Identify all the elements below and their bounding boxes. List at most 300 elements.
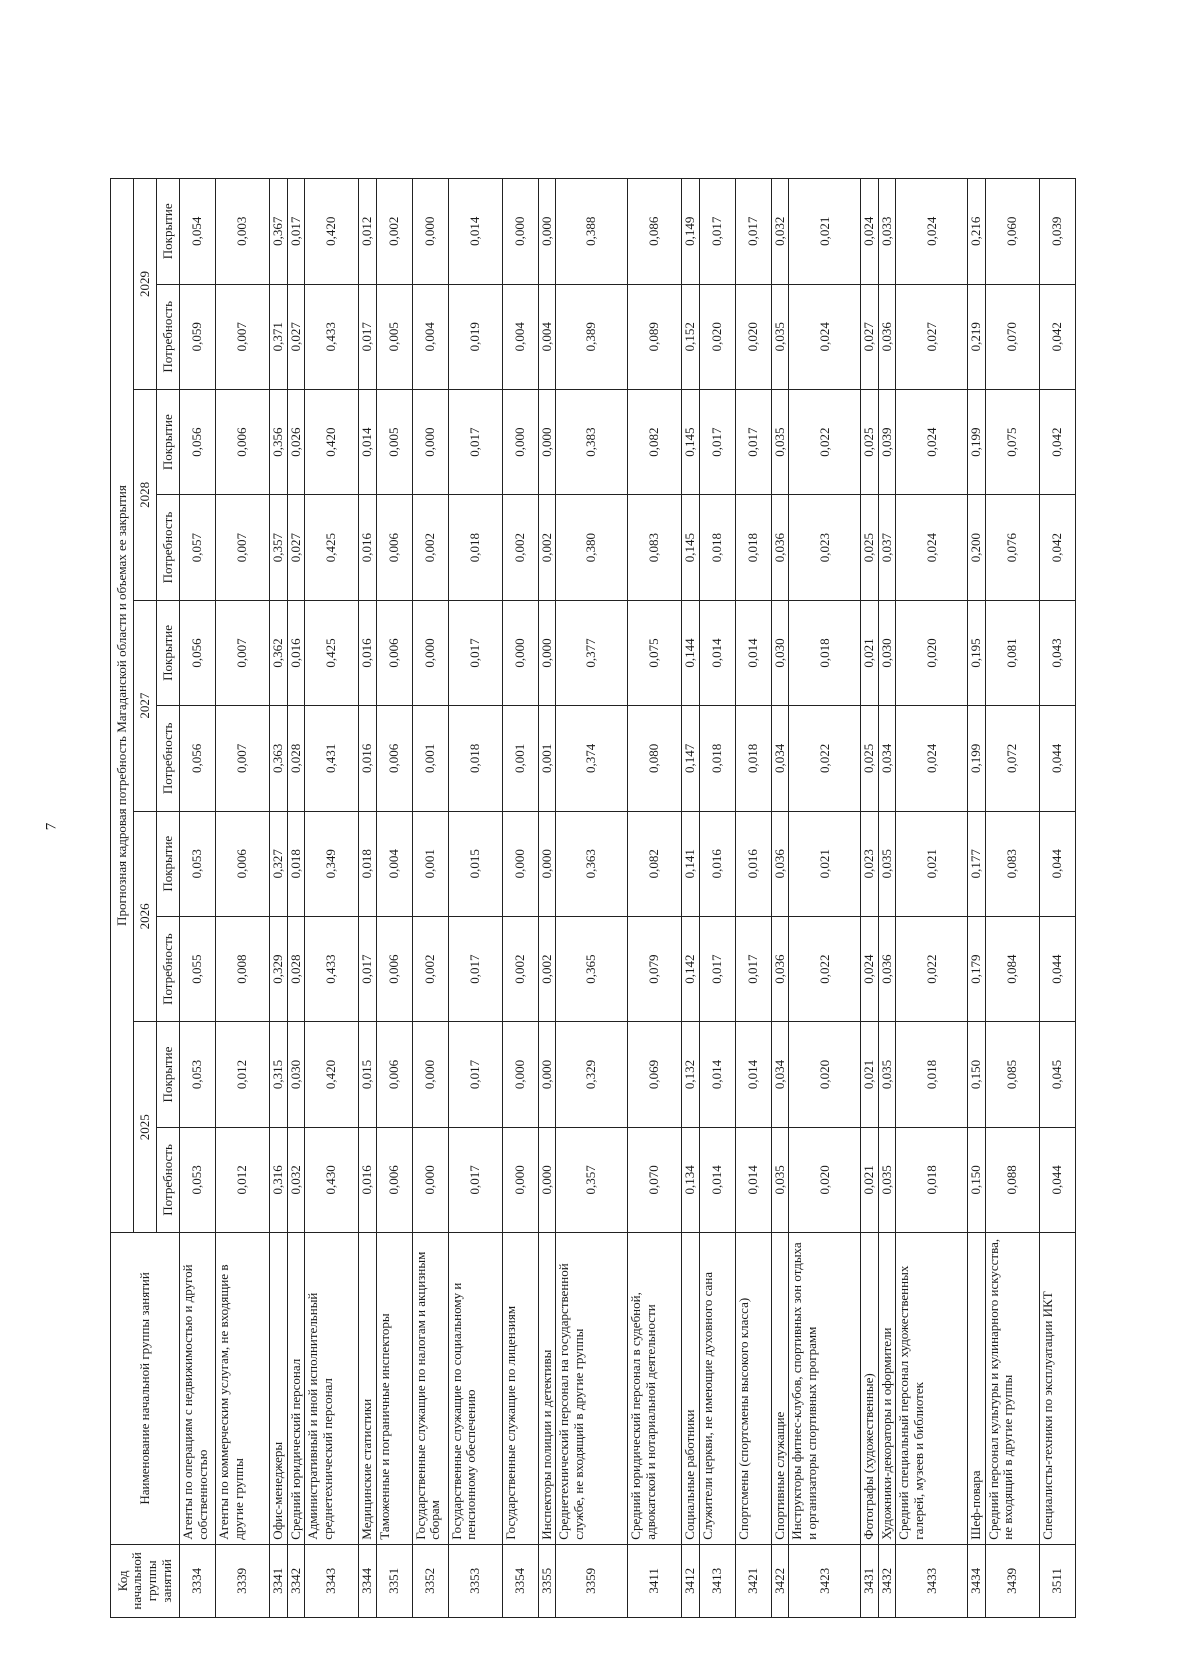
need-value-cell: 0,002: [538, 495, 556, 600]
cover-value-cell: 0,035: [771, 389, 789, 494]
cover-value-cell: 0,014: [735, 600, 771, 705]
occupation-name-cell: Государственные служащие по лицензиям: [502, 1233, 538, 1545]
need-value-cell: 0,425: [305, 495, 359, 600]
cover-value-cell: 0,420: [305, 389, 359, 494]
table-row: [628, 179, 682, 1618]
cover-value-cell: 0,012: [216, 1022, 270, 1127]
cover-value-cell: 0,356: [270, 389, 288, 494]
cover-value-cell: 0,141: [682, 811, 700, 916]
need-value-cell: 0,363: [270, 706, 288, 811]
need-value-cell: 0,018: [735, 495, 771, 600]
need-value-cell: 0,433: [305, 916, 359, 1021]
cover-value-cell: 0,327: [270, 811, 288, 916]
need-value-cell: 0,055: [180, 916, 216, 1021]
need-value-cell: 0,017: [359, 916, 377, 1021]
header-need: Потребность: [157, 1127, 180, 1232]
header-year: 2029: [134, 179, 157, 390]
need-value-cell: 0,037: [878, 495, 896, 600]
table-row: [968, 179, 986, 1618]
cover-value-cell: 0,014: [735, 1022, 771, 1127]
table-row: [305, 179, 359, 1618]
need-value-cell: 0,000: [538, 1127, 556, 1232]
need-value-cell: 0,024: [789, 284, 861, 389]
cover-value-cell: 0,015: [448, 811, 502, 916]
header-need: Потребность: [157, 495, 180, 600]
occupation-code-cell: 3432: [878, 1544, 896, 1617]
occupation-code-cell: 3343: [305, 1544, 359, 1617]
need-value-cell: 0,020: [735, 284, 771, 389]
need-value-cell: 0,374: [556, 706, 628, 811]
need-value-cell: 0,000: [502, 1127, 538, 1232]
header-year: 2025: [134, 1022, 157, 1233]
need-value-cell: 0,008: [216, 916, 270, 1021]
need-value-cell: 0,034: [878, 706, 896, 811]
need-value-cell: 0,028: [287, 916, 305, 1021]
cover-value-cell: 0,044: [1039, 811, 1075, 916]
cover-value-cell: 0,017: [735, 389, 771, 494]
need-value-cell: 0,035: [878, 1127, 896, 1232]
header-name: Наименование начальной группы занятий: [111, 1233, 180, 1545]
need-value-cell: 0,200: [968, 495, 986, 600]
need-value-cell: 0,004: [412, 284, 448, 389]
cover-value-cell: 0,216: [968, 179, 986, 285]
occupation-code-cell: 3341: [270, 1544, 288, 1617]
table-header: [111, 179, 180, 1618]
cover-value-cell: 0,021: [789, 179, 861, 285]
need-value-cell: 0,025: [861, 706, 879, 811]
occupation-code-cell: 3413: [699, 1544, 735, 1617]
need-value-cell: 0,006: [376, 706, 412, 811]
need-value-cell: 0,044: [1039, 1127, 1075, 1232]
cover-value-cell: 0,018: [896, 1022, 968, 1127]
cover-value-cell: 0,195: [968, 600, 986, 705]
need-value-cell: 0,145: [682, 495, 700, 600]
need-value-cell: 0,018: [699, 495, 735, 600]
cover-value-cell: 0,024: [896, 179, 968, 285]
cover-value-cell: 0,039: [1039, 179, 1075, 285]
cover-value-cell: 0,000: [502, 600, 538, 705]
occupation-name-cell: Средний специальный персонал художественных галерей, музеев и библиотек: [896, 1233, 968, 1545]
need-value-cell: 0,035: [771, 284, 789, 389]
occupation-name-cell: Спортсмены (спортсмены высокого класса): [735, 1233, 771, 1545]
occupation-code-cell: 3433: [896, 1544, 968, 1617]
table-row: [412, 179, 448, 1618]
need-value-cell: 0,005: [376, 284, 412, 389]
cover-value-cell: 0,035: [878, 811, 896, 916]
need-value-cell: 0,016: [359, 495, 377, 600]
cover-value-cell: 0,043: [1039, 600, 1075, 705]
cover-value-cell: 0,039: [878, 389, 896, 494]
need-value-cell: 0,076: [985, 495, 1039, 600]
cover-value-cell: 0,012: [359, 179, 377, 285]
need-value-cell: 0,017: [359, 284, 377, 389]
occupation-code-cell: 3334: [180, 1544, 216, 1617]
need-value-cell: 0,017: [735, 916, 771, 1021]
need-value-cell: 0,036: [771, 495, 789, 600]
cover-value-cell: 0,025: [861, 389, 879, 494]
header-year: 2027: [134, 600, 157, 811]
cover-value-cell: 0,036: [771, 811, 789, 916]
need-value-cell: 0,389: [556, 284, 628, 389]
occupation-code-cell: 3353: [448, 1544, 502, 1617]
rotated-table-wrapper: [110, 178, 1070, 1618]
occupation-name-cell: Художники-декораторы и оформители: [878, 1233, 896, 1545]
header-need: Потребность: [157, 916, 180, 1021]
need-value-cell: 0,433: [305, 284, 359, 389]
table-row: [771, 179, 789, 1618]
table-row: [216, 179, 270, 1618]
cover-value-cell: 0,022: [789, 389, 861, 494]
cover-value-cell: 0,024: [896, 389, 968, 494]
cover-value-cell: 0,014: [699, 1022, 735, 1127]
occupation-name-cell: Офис-менеджеры: [270, 1233, 288, 1545]
occupation-code-cell: 3352: [412, 1544, 448, 1617]
need-value-cell: 0,002: [412, 495, 448, 600]
need-value-cell: 0,044: [1039, 916, 1075, 1021]
need-value-cell: 0,032: [287, 1127, 305, 1232]
need-value-cell: 0,147: [682, 706, 700, 811]
cover-value-cell: 0,021: [861, 600, 879, 705]
cover-value-cell: 0,000: [412, 389, 448, 494]
need-value-cell: 0,007: [216, 495, 270, 600]
need-value-cell: 0,070: [628, 1127, 682, 1232]
cover-value-cell: 0,054: [180, 179, 216, 285]
need-value-cell: 0,006: [376, 1127, 412, 1232]
cover-value-cell: 0,017: [448, 1022, 502, 1127]
need-value-cell: 0,028: [287, 706, 305, 811]
cover-value-cell: 0,145: [682, 389, 700, 494]
table-row: [538, 179, 556, 1618]
occupation-code-cell: 3434: [968, 1544, 986, 1617]
need-value-cell: 0,080: [628, 706, 682, 811]
cover-value-cell: 0,016: [359, 600, 377, 705]
cover-value-cell: 0,021: [896, 811, 968, 916]
need-value-cell: 0,430: [305, 1127, 359, 1232]
occupation-name-cell: Государственные служащие по налогам и акцизным сборам: [412, 1233, 448, 1545]
cover-value-cell: 0,006: [376, 1022, 412, 1127]
table-row: [287, 179, 305, 1618]
need-value-cell: 0,000: [412, 1127, 448, 1232]
need-value-cell: 0,018: [735, 706, 771, 811]
need-value-cell: 0,001: [412, 706, 448, 811]
occupation-name-cell: Фотографы (художественные): [861, 1233, 879, 1545]
cover-value-cell: 0,018: [287, 811, 305, 916]
need-value-cell: 0,365: [556, 916, 628, 1021]
need-value-cell: 0,036: [771, 916, 789, 1021]
need-value-cell: 0,007: [216, 284, 270, 389]
cover-value-cell: 0,007: [216, 600, 270, 705]
cover-value-cell: 0,035: [878, 1022, 896, 1127]
cover-value-cell: 0,329: [556, 1022, 628, 1127]
need-value-cell: 0,020: [699, 284, 735, 389]
cover-value-cell: 0,021: [789, 811, 861, 916]
need-value-cell: 0,012: [216, 1127, 270, 1232]
cover-value-cell: 0,000: [538, 811, 556, 916]
cover-value-cell: 0,363: [556, 811, 628, 916]
cover-value-cell: 0,016: [735, 811, 771, 916]
table-row: [556, 179, 628, 1618]
header-cover: Покрытие: [157, 389, 180, 494]
need-value-cell: 0,057: [180, 495, 216, 600]
cover-value-cell: 0,005: [376, 389, 412, 494]
table-frame: [110, 178, 1070, 1618]
header-need: Потребность: [157, 284, 180, 389]
table-row: [270, 179, 288, 1618]
cover-value-cell: 0,000: [412, 179, 448, 285]
cover-value-cell: 0,000: [538, 600, 556, 705]
need-value-cell: 0,017: [448, 1127, 502, 1232]
cover-value-cell: 0,018: [359, 811, 377, 916]
cover-value-cell: 0,020: [789, 1022, 861, 1127]
need-value-cell: 0,035: [771, 1127, 789, 1232]
cover-value-cell: 0,132: [682, 1022, 700, 1127]
need-value-cell: 0,006: [376, 495, 412, 600]
need-value-cell: 0,018: [896, 1127, 968, 1232]
table-row: [699, 179, 735, 1618]
cover-value-cell: 0,006: [216, 389, 270, 494]
occupation-code-cell: 3344: [359, 1544, 377, 1617]
header-cover: Покрытие: [157, 179, 180, 285]
need-value-cell: 0,199: [968, 706, 986, 811]
need-value-cell: 0,219: [968, 284, 986, 389]
need-value-cell: 0,027: [861, 284, 879, 389]
need-value-cell: 0,023: [789, 495, 861, 600]
cover-value-cell: 0,003: [216, 179, 270, 285]
occupation-code-cell: 3422: [771, 1544, 789, 1617]
need-value-cell: 0,036: [878, 916, 896, 1021]
cover-value-cell: 0,199: [968, 389, 986, 494]
table-row: [359, 179, 377, 1618]
cover-value-cell: 0,000: [502, 811, 538, 916]
cover-value-cell: 0,083: [985, 811, 1039, 916]
cover-value-cell: 0,001: [412, 811, 448, 916]
cover-value-cell: 0,349: [305, 811, 359, 916]
header-code: Код начальной группы занятий: [111, 1544, 180, 1617]
need-value-cell: 0,316: [270, 1127, 288, 1232]
table-row: [502, 179, 538, 1618]
need-value-cell: 0,070: [985, 284, 1039, 389]
need-value-cell: 0,059: [180, 284, 216, 389]
header-cover: Покрытие: [157, 1022, 180, 1127]
cover-value-cell: 0,016: [287, 600, 305, 705]
table-row: [376, 179, 412, 1618]
cover-value-cell: 0,053: [180, 811, 216, 916]
table-row: [985, 179, 1039, 1618]
occupation-code-cell: 3511: [1039, 1544, 1075, 1617]
cover-value-cell: 0,024: [861, 179, 879, 285]
need-value-cell: 0,142: [682, 916, 700, 1021]
table-row: [735, 179, 771, 1618]
need-value-cell: 0,014: [735, 1127, 771, 1232]
occupation-code-cell: 3339: [216, 1544, 270, 1617]
header-forecast-title: Прогнозная кадровая потребность Магаданской области и объемах ее закрытия: [111, 179, 134, 1233]
occupation-code-cell: 3439: [985, 1544, 1039, 1617]
cover-value-cell: 0,060: [985, 179, 1039, 285]
need-value-cell: 0,022: [789, 916, 861, 1021]
cover-value-cell: 0,017: [448, 389, 502, 494]
cover-value-cell: 0,026: [287, 389, 305, 494]
cover-value-cell: 0,016: [699, 811, 735, 916]
cover-value-cell: 0,004: [376, 811, 412, 916]
table-row: [861, 179, 879, 1618]
need-value-cell: 0,007: [216, 706, 270, 811]
need-value-cell: 0,021: [861, 1127, 879, 1232]
table-row: [682, 179, 700, 1618]
cover-value-cell: 0,033: [878, 179, 896, 285]
cover-value-cell: 0,030: [287, 1022, 305, 1127]
cover-value-cell: 0,075: [985, 389, 1039, 494]
occupation-name-cell: Инспекторы полиции и детективы: [538, 1233, 556, 1545]
need-value-cell: 0,020: [789, 1127, 861, 1232]
need-value-cell: 0,089: [628, 284, 682, 389]
need-value-cell: 0,017: [699, 916, 735, 1021]
cover-value-cell: 0,425: [305, 600, 359, 705]
cover-value-cell: 0,014: [699, 600, 735, 705]
cover-value-cell: 0,032: [771, 179, 789, 285]
need-value-cell: 0,002: [502, 495, 538, 600]
need-value-cell: 0,002: [538, 916, 556, 1021]
table-row: [448, 179, 502, 1618]
need-value-cell: 0,017: [448, 916, 502, 1021]
occupation-name-cell: Государственные служащие по социальному и пенсионному обеспечению: [448, 1233, 502, 1545]
need-value-cell: 0,024: [896, 706, 968, 811]
need-value-cell: 0,056: [180, 706, 216, 811]
occupation-code-cell: 3354: [502, 1544, 538, 1617]
need-value-cell: 0,179: [968, 916, 986, 1021]
occupation-code-cell: 3342: [287, 1544, 305, 1617]
need-value-cell: 0,022: [896, 916, 968, 1021]
cover-value-cell: 0,030: [878, 600, 896, 705]
need-value-cell: 0,004: [538, 284, 556, 389]
need-value-cell: 0,371: [270, 284, 288, 389]
need-value-cell: 0,024: [896, 495, 968, 600]
need-value-cell: 0,027: [287, 495, 305, 600]
occupation-name-cell: Среднетехнический персонал на государственной службе, не входящий в другие группы: [556, 1233, 628, 1545]
need-value-cell: 0,072: [985, 706, 1039, 811]
need-value-cell: 0,042: [1039, 284, 1075, 389]
table-body: [180, 179, 1076, 1618]
need-value-cell: 0,027: [896, 284, 968, 389]
need-value-cell: 0,006: [376, 916, 412, 1021]
cover-value-cell: 0,000: [412, 600, 448, 705]
need-value-cell: 0,079: [628, 916, 682, 1021]
occupation-code-cell: 3412: [682, 1544, 700, 1617]
occupation-name-cell: Агенты по коммерческим услугам, не входящие в другие группы: [216, 1233, 270, 1545]
cover-value-cell: 0,420: [305, 1022, 359, 1127]
cover-value-cell: 0,315: [270, 1022, 288, 1127]
need-value-cell: 0,022: [789, 706, 861, 811]
need-value-cell: 0,018: [448, 706, 502, 811]
cover-value-cell: 0,081: [985, 600, 1039, 705]
cover-value-cell: 0,085: [985, 1022, 1039, 1127]
cover-value-cell: 0,367: [270, 179, 288, 285]
cover-value-cell: 0,069: [628, 1022, 682, 1127]
cover-value-cell: 0,149: [682, 179, 700, 285]
need-value-cell: 0,001: [502, 706, 538, 811]
cover-value-cell: 0,177: [968, 811, 986, 916]
occupation-name-cell: Средний юридический персонал в судебной, адвокатской и нотариальной деятельности: [628, 1233, 682, 1545]
cover-value-cell: 0,021: [861, 1022, 879, 1127]
forecast-table: [110, 178, 1076, 1618]
cover-value-cell: 0,030: [771, 600, 789, 705]
occupation-code-cell: 3423: [789, 1544, 861, 1617]
occupation-code-cell: 3355: [538, 1544, 556, 1617]
cover-value-cell: 0,006: [376, 600, 412, 705]
cover-value-cell: 0,042: [1039, 389, 1075, 494]
need-value-cell: 0,134: [682, 1127, 700, 1232]
occupation-name-cell: Средний юридический персонал: [287, 1233, 305, 1545]
occupation-name-cell: Медицинские статистики: [359, 1233, 377, 1545]
need-value-cell: 0,016: [359, 1127, 377, 1232]
cover-value-cell: 0,014: [448, 179, 502, 285]
cover-value-cell: 0,383: [556, 389, 628, 494]
occupation-name-cell: Спортивные служащие: [771, 1233, 789, 1545]
need-value-cell: 0,084: [985, 916, 1039, 1021]
cover-value-cell: 0,000: [538, 389, 556, 494]
need-value-cell: 0,044: [1039, 706, 1075, 811]
occupation-name-cell: Служители церкви, не имеющие духовного сана: [699, 1233, 735, 1545]
need-value-cell: 0,018: [699, 706, 735, 811]
occupation-code-cell: 3411: [628, 1544, 682, 1617]
cover-value-cell: 0,000: [538, 179, 556, 285]
cover-value-cell: 0,144: [682, 600, 700, 705]
cover-value-cell: 0,000: [502, 389, 538, 494]
cover-value-cell: 0,017: [735, 179, 771, 285]
occupation-name-cell: Агенты по операциям с недвижимостью и другой собственностью: [180, 1233, 216, 1545]
cover-value-cell: 0,086: [628, 179, 682, 285]
cover-value-cell: 0,150: [968, 1022, 986, 1127]
need-value-cell: 0,357: [556, 1127, 628, 1232]
need-value-cell: 0,027: [287, 284, 305, 389]
need-value-cell: 0,083: [628, 495, 682, 600]
cover-value-cell: 0,377: [556, 600, 628, 705]
cover-value-cell: 0,056: [180, 600, 216, 705]
need-value-cell: 0,034: [771, 706, 789, 811]
need-value-cell: 0,053: [180, 1127, 216, 1232]
table-row: [789, 179, 861, 1618]
occupation-name-cell: Средний персонал культуры и кулинарного искусства, не входящий в другие группы: [985, 1233, 1039, 1545]
cover-value-cell: 0,056: [180, 389, 216, 494]
occupation-name-cell: Административный и иной исполнительный среднетехнический персонал: [305, 1233, 359, 1545]
cover-value-cell: 0,075: [628, 600, 682, 705]
header-cover: Покрытие: [157, 811, 180, 916]
need-value-cell: 0,014: [699, 1127, 735, 1232]
need-value-cell: 0,150: [968, 1127, 986, 1232]
occupation-code-cell: 3351: [376, 1544, 412, 1617]
need-value-cell: 0,088: [985, 1127, 1039, 1232]
cover-value-cell: 0,420: [305, 179, 359, 285]
need-value-cell: 0,002: [412, 916, 448, 1021]
cover-value-cell: 0,015: [359, 1022, 377, 1127]
occupation-code-cell: 3359: [556, 1544, 628, 1617]
cover-value-cell: 0,014: [359, 389, 377, 494]
cover-value-cell: 0,034: [771, 1022, 789, 1127]
cover-value-cell: 0,017: [699, 389, 735, 494]
table-row: [1039, 179, 1075, 1618]
cover-value-cell: 0,388: [556, 179, 628, 285]
need-value-cell: 0,002: [502, 916, 538, 1021]
need-value-cell: 0,431: [305, 706, 359, 811]
need-value-cell: 0,357: [270, 495, 288, 600]
need-value-cell: 0,042: [1039, 495, 1075, 600]
need-value-cell: 0,016: [359, 706, 377, 811]
cover-value-cell: 0,362: [270, 600, 288, 705]
need-value-cell: 0,004: [502, 284, 538, 389]
cover-value-cell: 0,000: [502, 1022, 538, 1127]
cover-value-cell: 0,082: [628, 389, 682, 494]
need-value-cell: 0,380: [556, 495, 628, 600]
need-value-cell: 0,024: [861, 916, 879, 1021]
